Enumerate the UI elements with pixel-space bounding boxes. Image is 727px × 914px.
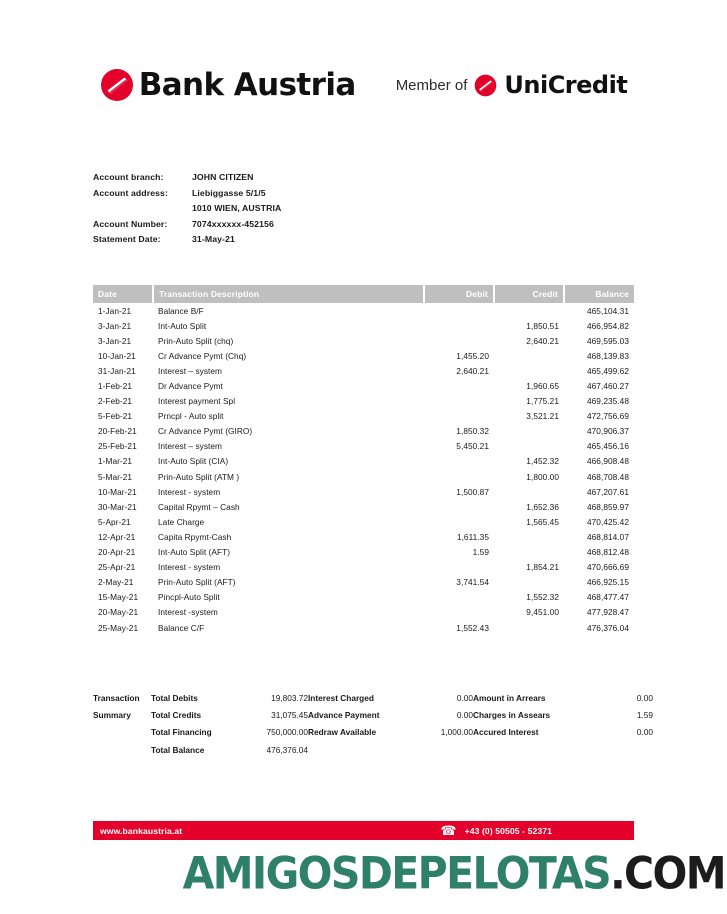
total-balance-label: Total Balance: [151, 744, 205, 755]
table-row: [93, 363, 634, 378]
account-detail-row: [93, 234, 281, 250]
cell-date: 1-Jan-21: [98, 305, 132, 316]
summary-item: [473, 724, 653, 741]
cell-credit: [494, 620, 564, 635]
cell-date: 3-Jan-21: [98, 320, 132, 331]
cell-description: Interest – system: [158, 365, 223, 376]
cell-date: 15-May-21: [98, 592, 139, 603]
cell-credit: [494, 439, 564, 454]
cell-balance: 468,139.83: [586, 350, 629, 361]
cell-description: Dr Advance Pymt: [158, 381, 223, 392]
cell-description: Prin-Auto Split (ATM ): [158, 471, 240, 482]
cell-date: 5-Apr-21: [98, 516, 131, 527]
column-header-debit: Debit: [424, 285, 494, 303]
cell-credit: [494, 303, 564, 318]
table-row: [93, 424, 634, 439]
summary-item: [151, 707, 308, 724]
table-row: [93, 303, 634, 318]
summary-item: [308, 707, 473, 724]
telephone-icon: ☎: [440, 823, 457, 838]
cell-balance: 467,460.27: [586, 381, 629, 392]
account-address-line2: 1010 WIEN, AUSTRIA: [192, 203, 282, 214]
cell-credit: 1,800.00: [526, 471, 559, 482]
cell-debit: [424, 560, 494, 575]
cell-description: Cr Advance Pymt (Chq): [158, 350, 247, 361]
accrued-interest-label: Accured Interest: [473, 727, 539, 738]
cell-balance: 465,456.16: [586, 441, 629, 452]
cell-debit: 3,741.54: [456, 577, 489, 588]
cell-balance: 477,928.47: [586, 607, 629, 618]
cell-description: Cr Advance Pymt (GIRO): [158, 426, 253, 437]
cell-debit: [424, 499, 494, 514]
cell-debit: [424, 378, 494, 393]
total-financing-value: 750,000.00: [266, 727, 308, 738]
transactions-table: [93, 285, 634, 635]
cell-credit: 1,652.36: [526, 501, 559, 512]
cell-credit: 1,775.21: [526, 396, 559, 407]
table-row: [93, 318, 634, 333]
account-branch-value: JOHN CITIZEN: [192, 172, 254, 182]
cell-credit: 1,850.51: [526, 320, 559, 331]
watermark-text-dark: .COM: [610, 847, 725, 900]
table-row: [93, 514, 634, 529]
statement-date-value: 31-May-21: [192, 234, 235, 245]
table-row: [93, 545, 634, 560]
cell-description: Interest – system: [158, 441, 223, 452]
account-detail-row: [93, 172, 281, 188]
cell-credit: [494, 348, 564, 363]
table-row: [93, 469, 634, 484]
cell-description: Balance C/F: [158, 622, 205, 633]
table-row: [93, 499, 634, 514]
cell-debit: [424, 469, 494, 484]
cell-credit: [494, 484, 564, 499]
cell-debit: 5,450.21: [456, 441, 489, 452]
cell-description: Pincpl-Auto Split: [158, 592, 220, 603]
accrued-interest-value: 0.00: [636, 727, 653, 738]
cell-credit: [494, 545, 564, 560]
cell-date: 31-Jan-21: [98, 365, 136, 376]
table-row: [93, 333, 634, 348]
cell-description: Int-Auto Split (CIA): [158, 456, 229, 467]
cell-debit: [424, 303, 494, 318]
cell-credit: 2,640.21: [526, 335, 559, 346]
charges-in-arrears-value: 1.59: [636, 710, 653, 721]
cell-date: 12-Apr-21: [98, 531, 136, 542]
column-header-balance: Balance: [564, 285, 634, 303]
cell-date: 1-Feb-21: [98, 381, 133, 392]
amount-in-arrears-label: Amount in Arrears: [473, 693, 546, 703]
cell-date: 1-Mar-21: [98, 456, 133, 467]
cell-date: 5-Mar-21: [98, 471, 133, 482]
table-row: [93, 348, 634, 363]
summary-item: [151, 724, 308, 741]
cell-balance: 466,954.82: [586, 320, 629, 331]
account-detail-row: [93, 203, 281, 219]
cell-credit: 9,451.00: [526, 607, 559, 618]
total-financing-label: Total Financing: [151, 727, 212, 738]
charges-in-arrears-label: Charges in Assears: [473, 710, 551, 721]
total-debits-label: Total Debits: [151, 693, 198, 703]
cell-date: 2-May-21: [98, 577, 134, 588]
cell-date: 10-Jan-21: [98, 350, 136, 361]
cell-description: Interest -system: [158, 607, 218, 618]
bank-austria-circle-slash-icon: [100, 68, 134, 102]
column-header-credit: Credit: [494, 285, 564, 303]
advance-payment-value: 0.00: [456, 710, 473, 721]
amount-in-arrears-value: 0.00: [636, 693, 653, 703]
summary-title-line1: Transaction: [93, 693, 140, 703]
cell-balance: 467,207.61: [586, 486, 629, 497]
account-branch-label: Account branch:: [93, 172, 164, 182]
cell-date: 25-May-21: [98, 622, 139, 633]
summary-item: [308, 690, 473, 707]
cell-debit: [424, 454, 494, 469]
cell-credit: 1,960.65: [526, 381, 559, 392]
unicredit-member-group: [396, 73, 628, 97]
account-address-label-blank: [93, 203, 192, 219]
cell-balance: 470,906.37: [586, 426, 629, 437]
advance-payment-label: Advance Payment: [308, 710, 380, 721]
total-credits-label: Total Credits: [151, 710, 202, 721]
statement-date-label: Statement Date:: [93, 234, 161, 245]
table-row: [93, 394, 634, 409]
cell-debit: 1,455.20: [456, 350, 489, 361]
cell-balance: 469,235.48: [586, 396, 629, 407]
total-debits-value: 19,803.72: [271, 693, 308, 703]
cell-balance: 476,376.04: [586, 622, 629, 633]
cell-date: 25-Feb-21: [98, 441, 137, 452]
cell-date: 10-Mar-21: [98, 486, 137, 497]
summary-item: [473, 690, 653, 707]
summary-item: [473, 707, 653, 724]
cell-date: 20-May-21: [98, 607, 139, 618]
cell-balance: 470,666.69: [586, 562, 629, 573]
cell-debit: 1,500.87: [456, 486, 489, 497]
table-row: [93, 560, 634, 575]
transactions-table-wrapper: [93, 285, 634, 635]
cell-date: 3-Jan-21: [98, 335, 132, 346]
redraw-available-label: Redraw Available: [308, 727, 377, 738]
cell-credit: [494, 363, 564, 378]
cell-description: Int-Auto Split (AFT): [158, 547, 231, 558]
interest-charged-value: 0.00: [456, 693, 473, 703]
account-address-line1: Liebiggasse 5/1/5: [192, 187, 266, 198]
cell-debit: [424, 590, 494, 605]
cell-description: Balance B/F: [158, 305, 204, 316]
table-row: [93, 575, 634, 590]
summary-item: [308, 724, 473, 741]
table-row: [93, 529, 634, 544]
cell-debit: 1,850.32: [456, 426, 489, 437]
cell-balance: 468,708.48: [586, 471, 629, 482]
summary-column-totals: [151, 690, 308, 759]
cell-debit: [424, 605, 494, 620]
unicredit-circle-slash-icon: [474, 74, 497, 97]
table-row: [93, 454, 634, 469]
transactions-body: [93, 303, 634, 635]
table-row: [93, 605, 634, 620]
cell-balance: 465,499.62: [586, 365, 629, 376]
cell-date: 2-Feb-21: [98, 396, 133, 407]
summary-item: [151, 742, 308, 759]
brand-header: [0, 68, 727, 102]
cell-debit: [424, 394, 494, 409]
cell-debit: [424, 409, 494, 424]
summary-title: [93, 690, 151, 724]
cell-credit: 1,452.32: [526, 456, 559, 467]
cell-description: Interest - system: [158, 486, 221, 497]
footer-contact: [440, 824, 552, 837]
cell-debit: 2,640.21: [456, 365, 489, 376]
cell-credit: 1,552.32: [526, 592, 559, 603]
account-detail-row: [93, 188, 281, 204]
cell-balance: 466,925.15: [586, 577, 629, 588]
cell-balance: 466,908.48: [586, 456, 629, 467]
cell-date: 25-Apr-21: [98, 562, 136, 573]
watermark: [0, 847, 727, 900]
cell-debit: [424, 514, 494, 529]
total-balance-value: 476,376.04: [266, 744, 308, 755]
cell-description: Interest - system: [158, 562, 221, 573]
cell-balance: 472,756.69: [586, 411, 629, 422]
transactions-header-row: [93, 285, 634, 303]
cell-debit: 1.59: [472, 547, 489, 558]
footer-phone-number: +43 (0) 50505 - 52371: [464, 825, 552, 836]
table-row: [93, 484, 634, 499]
cell-credit: 1,854.21: [526, 562, 559, 573]
table-row: [93, 409, 634, 424]
cell-date: 20-Feb-21: [98, 426, 137, 437]
cell-date: 30-Mar-21: [98, 501, 137, 512]
cell-debit: 1,611.35: [456, 531, 489, 542]
total-credits-value: 31,075.45: [271, 710, 308, 721]
table-row: [93, 378, 634, 393]
member-of-label: Member of: [395, 76, 468, 94]
summary-title-line2: Summary: [93, 710, 131, 721]
cell-balance: 470,425.42: [586, 516, 629, 527]
watermark-text-green: AMIGOSDEPELOTAS: [182, 847, 611, 900]
cell-description: Prin-Auto Split (chq): [158, 335, 234, 346]
account-number-value: 7074xxxxxx-452156: [192, 218, 274, 229]
cell-date: 5-Feb-21: [98, 411, 133, 422]
cell-balance: 469,595.03: [586, 335, 629, 346]
cell-balance: 465,104.31: [586, 305, 629, 316]
table-row: [93, 439, 634, 454]
cell-description: Interest payment Spl: [158, 396, 236, 407]
table-row: [93, 620, 634, 635]
cell-description: Int-Auto Split: [158, 320, 207, 331]
column-header-description: Transaction Description: [153, 285, 424, 303]
cell-credit: 1,565.45: [526, 516, 559, 527]
cell-credit: [494, 424, 564, 439]
cell-debit: [424, 318, 494, 333]
table-row: [93, 590, 634, 605]
cell-debit: 1,552.43: [456, 622, 489, 633]
cell-balance: 468,859.97: [586, 501, 629, 512]
unicredit-wordmark: UniCredit: [504, 71, 628, 99]
cell-debit: [424, 333, 494, 348]
account-number-label: Account Number:: [93, 218, 168, 229]
cell-credit: [494, 575, 564, 590]
interest-charged-label: Interest Charged: [308, 693, 374, 703]
bank-austria-logo: [100, 68, 356, 102]
summary-column-charges: [308, 690, 473, 742]
summary-item: [151, 690, 308, 707]
cell-credit: 3,521.21: [526, 411, 559, 422]
cell-description: Late Charge: [158, 516, 205, 527]
transaction-summary: [93, 690, 653, 759]
cell-description: Prncpl - Auto split: [158, 411, 224, 422]
summary-column-arrears: [473, 690, 653, 742]
cell-balance: 468,477.47: [586, 592, 629, 603]
cell-balance: 468,812.48: [586, 547, 629, 558]
bank-austria-wordmark: Bank Austria: [138, 66, 356, 103]
cell-description: Capita Rpymt-Cash: [158, 531, 232, 542]
column-header-date: Date: [93, 285, 153, 303]
account-address-label: Account address:: [93, 187, 168, 198]
cell-credit: [494, 529, 564, 544]
account-detail-row: [93, 219, 281, 235]
cell-date: 20-Apr-21: [98, 547, 136, 558]
footer-website-link[interactable]: www.bankaustria.at: [100, 825, 183, 836]
cell-balance: 468,814.07: [586, 531, 629, 542]
cell-description: Prin-Auto Split (AFT): [158, 577, 236, 588]
account-details: [93, 172, 281, 250]
cell-description: Capital Rpymt – Cash: [158, 501, 240, 512]
redraw-available-value: 1,000.00: [440, 727, 473, 738]
footer-bar: [93, 821, 634, 840]
